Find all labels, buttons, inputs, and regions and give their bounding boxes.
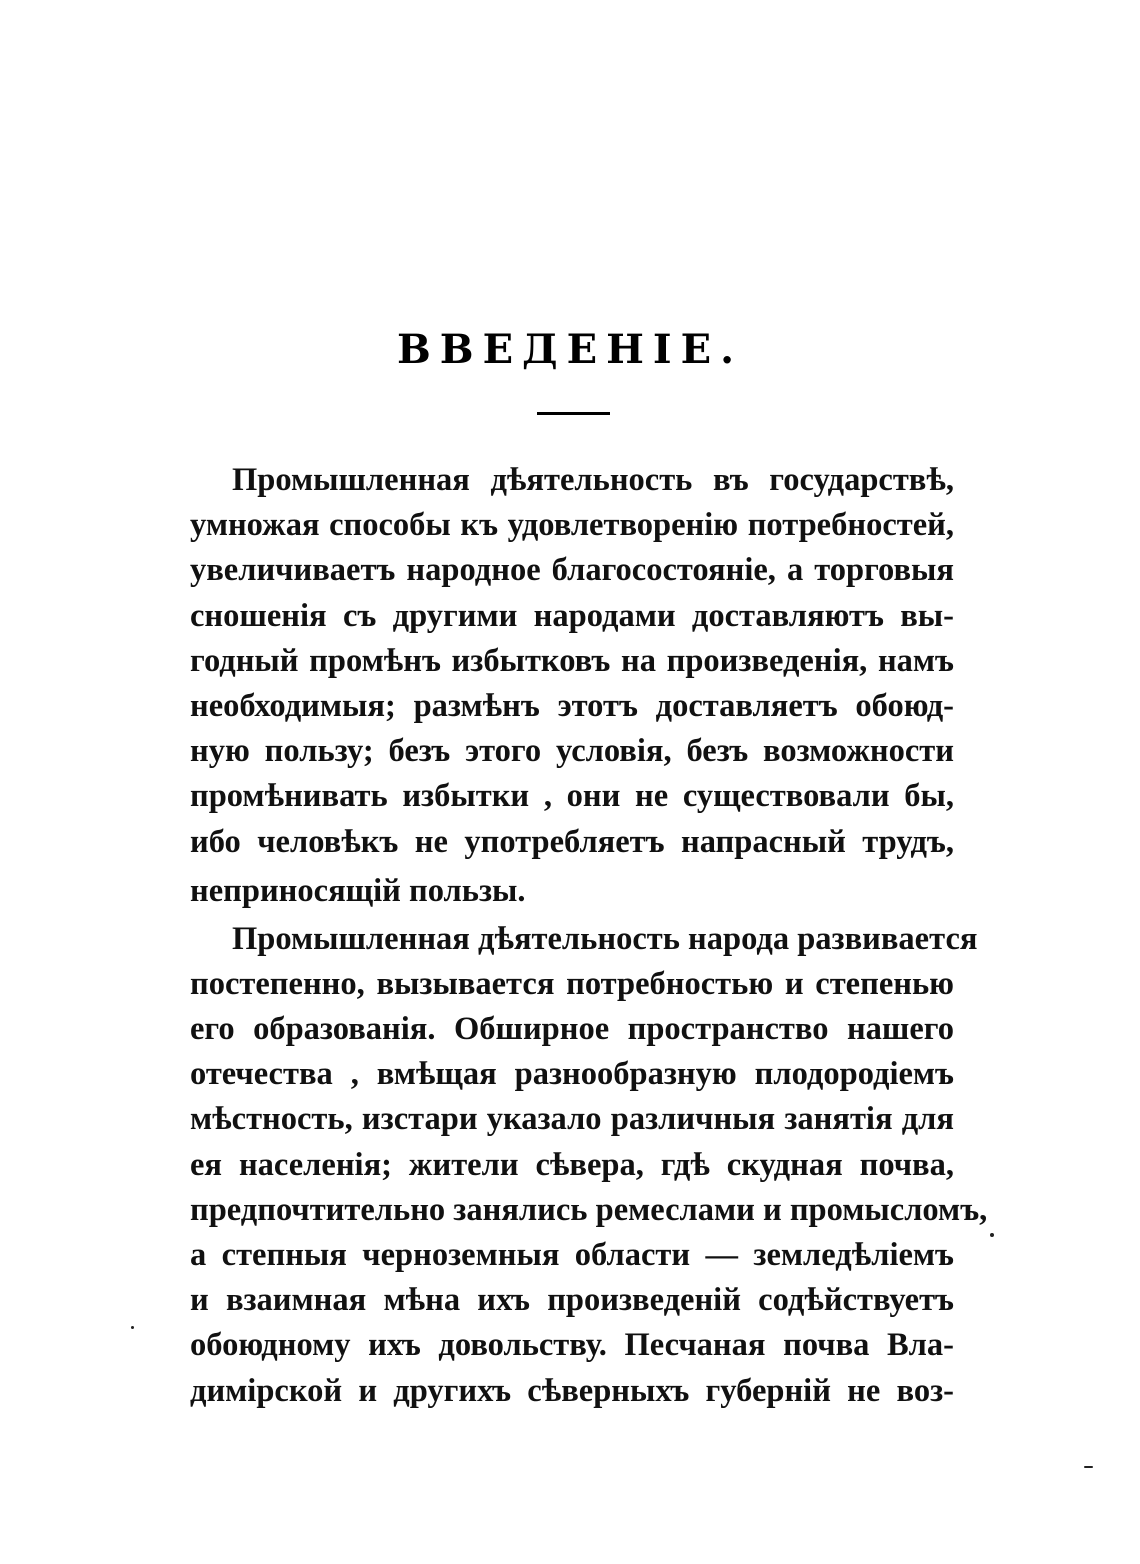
text-line: мѣстность, изстари указало различныя занятія для	[190, 1101, 954, 1138]
text-line: его образованія. Обширное пространство нашего	[190, 1011, 954, 1048]
text-line: сношенія съ другими народами доставляютъ вы-	[190, 597, 954, 634]
text-line: ея населенія; жители сѣвера, гдѣ скудная почва,	[190, 1146, 954, 1183]
text-line: годный промѣнъ избытковъ на произведенія, намъ	[190, 642, 954, 679]
scan-speck	[131, 1326, 134, 1329]
text-line: ибо человѣкъ не употребляетъ напрасный трудъ,	[190, 823, 954, 860]
text-line: увеличиваетъ народное благосостояніе, а торговыя	[190, 552, 954, 589]
text-line: димірской и другихъ сѣверныхъ губерній не воз-	[190, 1372, 954, 1409]
text-line: предпочтительно занялись ремеслами и промысломъ,	[190, 1191, 988, 1228]
text-line: Промышленная дѣятельность въ государствѣ,	[232, 462, 954, 498]
scan-speck	[1084, 1466, 1093, 1468]
text-line: умножая способы къ удовлетворенію потребностей,	[190, 507, 954, 544]
text-line: промѣнивать избытки , они не существовали бы,	[190, 778, 954, 815]
scan-speck	[990, 1233, 994, 1237]
text-line: необходимыя; размѣнъ этотъ доставляетъ обоюд-	[190, 687, 954, 724]
text-line: обоюдному ихъ довольству. Песчаная почва Вла-	[190, 1327, 954, 1364]
text-line: Промышленная дѣятельность народа развивается	[232, 920, 978, 957]
text-line: постепенно, вызывается потребностью и степенью	[190, 965, 954, 1002]
chapter-title: ВВЕДЕНІЕ.	[396, 326, 744, 373]
text-line: неприносящій пользы.	[190, 872, 526, 909]
text-line: а степныя черноземныя области — земледѣліемъ	[190, 1237, 954, 1273]
text-line: отечества , вмѣщая разнообразную плодородіемъ	[190, 1056, 954, 1093]
text-line: ную пользу; безъ этого условія, безъ возможности	[190, 733, 954, 770]
body-text	[190, 458, 988, 1414]
text-line: и взаимная мѣна ихъ произведеній содѣйствуетъ	[190, 1282, 954, 1319]
title-rule	[537, 412, 610, 415]
